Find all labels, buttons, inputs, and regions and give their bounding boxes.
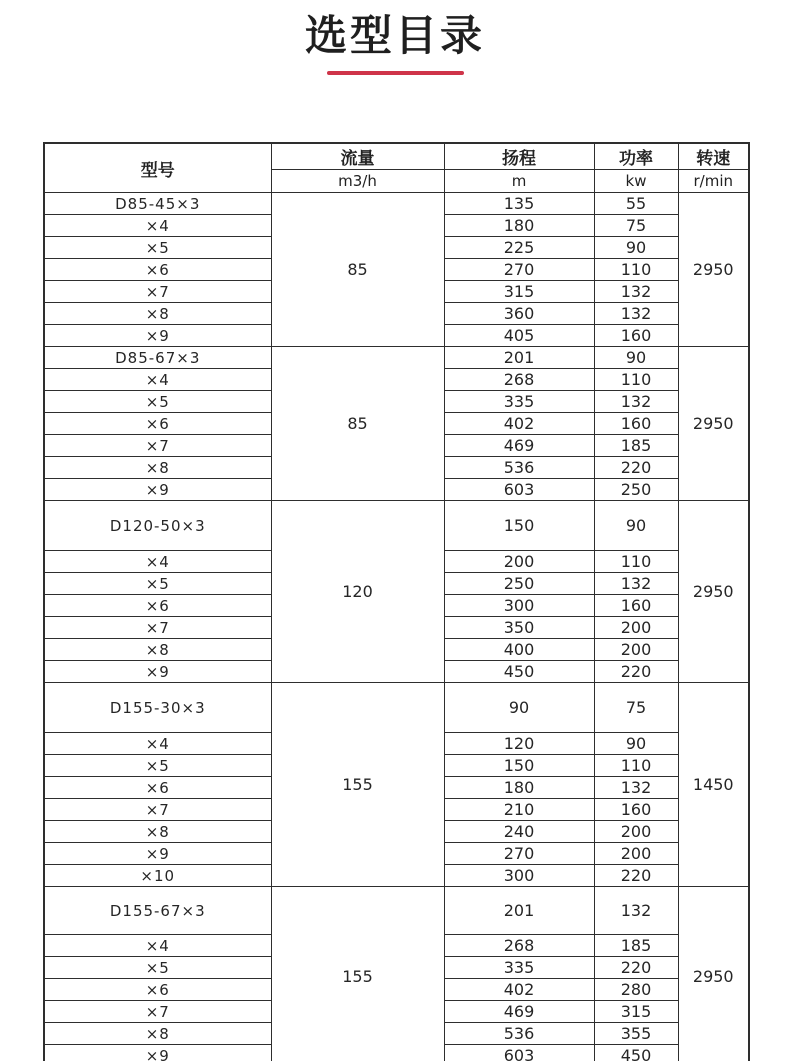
head-cell: 180 [444,215,594,237]
table-row [44,347,749,369]
header-head-unit: m [444,170,594,193]
head-cell: 270 [444,259,594,281]
model-cell: ×4 [44,733,271,755]
model-cell: ×6 [44,259,271,281]
model-cell: ×8 [44,1023,271,1045]
header-power: 功率 [594,143,678,170]
model-cell: ×5 [44,573,271,595]
head-cell: 603 [444,1045,594,1061]
speed-cell: 1450 [678,683,749,887]
table-section [44,683,749,887]
power-cell: 220 [594,457,678,479]
power-cell: 110 [594,369,678,391]
model-cell: ×8 [44,639,271,661]
power-cell: 160 [594,595,678,617]
power-cell: 75 [594,215,678,237]
head-cell: 469 [444,1001,594,1023]
model-cell: ×7 [44,617,271,639]
model-cell: ×8 [44,303,271,325]
power-cell: 132 [594,303,678,325]
header-flow-unit: m3/h [271,170,444,193]
head-cell: 210 [444,799,594,821]
power-cell: 220 [594,661,678,683]
head-cell: 150 [444,501,594,551]
header-speed: 转速 [678,143,749,170]
power-cell: 355 [594,1023,678,1045]
head-cell: 200 [444,551,594,573]
model-cell: ×4 [44,551,271,573]
power-cell: 132 [594,887,678,935]
header-row-labels [44,143,749,170]
power-cell: 90 [594,733,678,755]
power-cell: 90 [594,501,678,551]
head-cell: 335 [444,957,594,979]
power-cell: 132 [594,281,678,303]
model-cell: ×5 [44,957,271,979]
head-cell: 335 [444,391,594,413]
head-cell: 90 [444,683,594,733]
head-cell: 536 [444,1023,594,1045]
model-cell: ×7 [44,1001,271,1023]
head-cell: 268 [444,369,594,391]
speed-cell: 2950 [678,193,749,347]
power-cell: 200 [594,843,678,865]
head-cell: 120 [444,733,594,755]
power-cell: 200 [594,617,678,639]
head-cell: 450 [444,661,594,683]
power-cell: 90 [594,347,678,369]
model-cell: ×9 [44,661,271,683]
model-cell: ×9 [44,479,271,501]
model-cell: D155-67×3 [44,887,271,935]
model-cell: ×9 [44,1045,271,1061]
head-cell: 180 [444,777,594,799]
power-cell: 110 [594,755,678,777]
flow-cell: 155 [271,683,444,887]
header-model: 型号 [44,143,271,193]
head-cell: 201 [444,887,594,935]
header-speed-unit: r/min [678,170,749,193]
model-cell: D155-30×3 [44,683,271,733]
model-cell: D85-45×3 [44,193,271,215]
power-cell: 315 [594,1001,678,1023]
power-cell: 250 [594,479,678,501]
power-cell: 132 [594,391,678,413]
model-cell: D85-67×3 [44,347,271,369]
model-cell: ×4 [44,369,271,391]
model-cell: ×8 [44,821,271,843]
head-cell: 150 [444,755,594,777]
head-cell: 201 [444,347,594,369]
speed-cell: 2950 [678,887,749,1061]
flow-cell: 85 [271,193,444,347]
power-cell: 160 [594,325,678,347]
title-underline [327,71,464,75]
table-row [44,193,749,215]
table-section [44,347,749,501]
power-cell: 185 [594,935,678,957]
power-cell: 90 [594,237,678,259]
head-cell: 402 [444,413,594,435]
head-cell: 268 [444,935,594,957]
selection-table [43,142,750,1061]
head-cell: 250 [444,573,594,595]
model-cell: ×5 [44,391,271,413]
power-cell: 280 [594,979,678,1001]
head-cell: 315 [444,281,594,303]
table-row [44,683,749,733]
flow-cell: 120 [271,501,444,683]
catalog-page [0,12,790,1061]
flow-cell: 155 [271,887,444,1061]
head-cell: 360 [444,303,594,325]
model-cell: ×7 [44,435,271,457]
model-cell: ×6 [44,595,271,617]
power-cell: 185 [594,435,678,457]
power-cell: 132 [594,573,678,595]
power-cell: 132 [594,777,678,799]
flow-cell: 85 [271,347,444,501]
model-cell: ×6 [44,777,271,799]
power-cell: 110 [594,259,678,281]
model-cell: ×4 [44,215,271,237]
head-cell: 400 [444,639,594,661]
power-cell: 200 [594,639,678,661]
speed-cell: 2950 [678,347,749,501]
model-cell: ×9 [44,325,271,347]
head-cell: 536 [444,457,594,479]
model-cell: ×7 [44,281,271,303]
power-cell: 110 [594,551,678,573]
page-title: 选型目录 [304,12,485,59]
power-cell: 160 [594,413,678,435]
head-cell: 405 [444,325,594,347]
head-cell: 300 [444,595,594,617]
header-flow: 流量 [271,143,444,170]
table-row [44,887,749,935]
model-cell: ×4 [44,935,271,957]
model-cell: ×8 [44,457,271,479]
model-cell: ×7 [44,799,271,821]
power-cell: 220 [594,865,678,887]
power-cell: 200 [594,821,678,843]
table-section [44,193,749,347]
head-cell: 225 [444,237,594,259]
model-cell: ×6 [44,979,271,1001]
header-head: 扬程 [444,143,594,170]
head-cell: 350 [444,617,594,639]
table-section [44,501,749,683]
power-cell: 220 [594,957,678,979]
model-cell: D120-50×3 [44,501,271,551]
model-cell: ×9 [44,843,271,865]
table-header [44,143,749,193]
head-cell: 240 [444,821,594,843]
model-cell: ×6 [44,413,271,435]
power-cell: 160 [594,799,678,821]
table-row [44,501,749,551]
head-cell: 300 [444,865,594,887]
model-cell: ×10 [44,865,271,887]
table-section [44,887,749,1061]
power-cell: 55 [594,193,678,215]
head-cell: 135 [444,193,594,215]
speed-cell: 2950 [678,501,749,683]
power-cell: 75 [594,683,678,733]
header-power-unit: kw [594,170,678,193]
model-cell: ×5 [44,237,271,259]
model-cell: ×5 [44,755,271,777]
power-cell: 450 [594,1045,678,1061]
head-cell: 469 [444,435,594,457]
head-cell: 402 [444,979,594,1001]
head-cell: 603 [444,479,594,501]
head-cell: 270 [444,843,594,865]
